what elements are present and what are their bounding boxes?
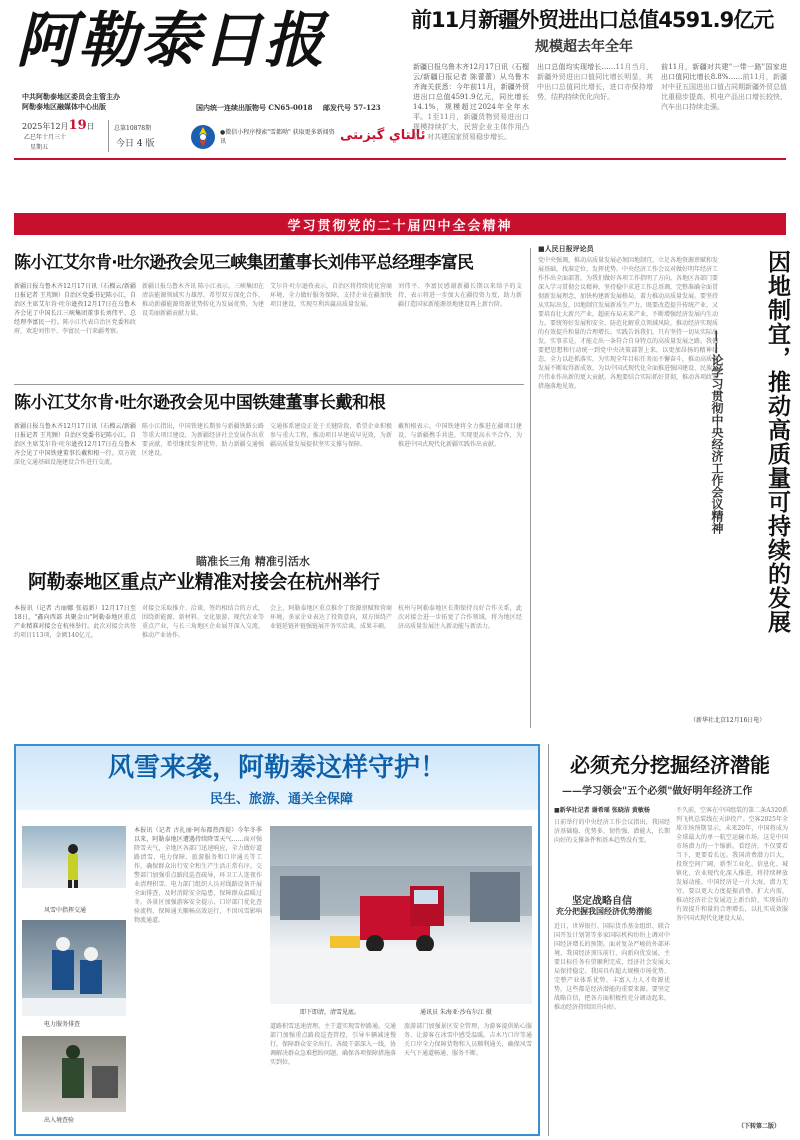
caption-power: 电力服务排查 [44, 1021, 81, 1028]
page-count: 今日 4 版 [116, 139, 155, 149]
story3-title[interactable]: 阿勒泰地区重点产业精准对接会在杭州举行 [28, 571, 380, 593]
story2-col-2: 陈小江指出，中国铁建长期参与新疆铁路公路等重大项目建设，为新疆经济社会发展作出重要贡献，希望继续发挥优势，助力新疆交通强区建设。 [142, 423, 264, 457]
snow-col-3: 旅游部门加强景区安全管理，为游客提供贴心服务，让游客在冰雪中感受温暖。吉木乃口岸等通关口岸全力保障货物和人员顺利通关，确保风雪天气下通道畅通、服务不断。 [404, 1023, 532, 1057]
snow-col-2: 道路积雪迅速清理，主干道实现雪停路通。交通部门加强重点路段巡查管控，引导车辆减速慢行，保障群众安全出行。各级干部深入一线，协调解决群众急难愁盼问题，确保各项保障措施落实到位。 [270, 1023, 396, 1066]
snow-title[interactable]: 风雪来袭，阿勒泰这样守护！ [108, 753, 447, 783]
theme-banner-text: 学习贯彻党的二十届四中全会精神 [287, 218, 513, 234]
top-story-title[interactable]: 前11月新疆外贸进出口总值4591.9亿元 [411, 8, 774, 32]
top-story-col-3: 前11月，新疆对共建"一带一路"国家进出口值同比增长8.8%……前11月，新疆对中亚五国进出口值占同期新疆外贸总值比重稳步提高，机电产品出口增长较快，汽车出口持续走强。 [661, 63, 787, 111]
story3-col-3: 会上，阿勒泰地区重点推介了资源禀赋和营商环境，多家企业表达了投资意向，双方围绕产业链延链补链强链展开务实洽谈，成果丰硕。 [270, 605, 392, 630]
story1-col-2: 新疆日报乌鲁木齐讯 陈小江表示，三峡集团在清洁能源领域实力雄厚，希望双方深化合作，推动新疆能源资源优势转化为发展优势，为建设美丽新疆贡献力量。 [142, 283, 264, 317]
photo-credit: 通讯员 朱海亚·沙布尔江 摄 [420, 1009, 492, 1016]
story1-col-3: 艾尔肯·吐尔逊孜表示，自治区将持续优化营商环境，全力做好服务保障，支持企业在疆加快项目建设，实现互利共赢高质量发展。 [270, 283, 392, 308]
photo-traffic [22, 826, 126, 902]
story3-col-2: 对接会采取推介、洽谈、签约相结合的方式，围绕新能源、新材料、文化旅游、现代农业等重点产业，与长三角地区企业展开深入交流，推动产业协作。 [142, 605, 264, 639]
commentary-title-text: 因地制宜，推动高质量可持续的发展 [764, 250, 790, 634]
economy-title[interactable]: 必须充分挖掘经济潜能 [570, 753, 770, 777]
cn-number-text: 国内统一连续出版物号 CN65-0018 [196, 103, 313, 112]
weekday: 星期五 [30, 144, 49, 151]
snow-lead: 本报讯（记者 古扎丽·阿布都热西提）今年冬季以来，阿勒泰地区遭遇持续降雪天气…… [134, 827, 262, 843]
cn-number [196, 103, 381, 113]
photo-border [22, 1036, 126, 1112]
masthead-title: 阿勒泰日报 [16, 6, 326, 76]
top-story-col-1: 新疆日报乌鲁木齐12月17日讯（石榴云/新疆日报记者 陈蕾蕾）从乌鲁木齐海关获悉：今年前11月，新疆外贸进出口总值4591.9亿元，同比增长14.1%，规模超过2024年全年水平。1至11月，新疆货物贸易进出口规模持续扩大，民营企业主体作用凸显，对共建国家贸易稳步增长。 [413, 63, 529, 141]
economy-section-subtitle: 充分把握我国经济优势潜能 [556, 906, 652, 916]
economy-section-title: 坚定战略自信 [572, 896, 632, 907]
issue-number: 总第10878期 [114, 125, 152, 132]
commentary-label: ■人民日报评论员 [538, 244, 594, 253]
top-story-lead: 新疆日报乌鲁木齐12月17日讯（石榴云/新疆日报记者 陈蕾蕾）从乌鲁木齐海关获悉：今年前11月，新疆外贸进出口总值4591.9亿元，同比增长14.1%，规模超过2024年全年水平。 [413, 63, 529, 121]
masthead-org-2: 阿勒泰地区融媒体中心出版 [22, 102, 106, 111]
photo-snow-plow [270, 826, 532, 1004]
commentary-body-1: 党中央强调，推动高质量发展必须因地制宜，立足各地资源禀赋和发展基础，找准定位、发挥优势。中央经济工作会议对做好明年经济工作作出全面部署，为我们做好各项工作指明了方向。各地区各部门要深入学习贯彻会议精神，坚持稳中求进工作总基调，完整准确全面贯彻新发展理念，加快构建新发展格局，着力推动高质量发展。要坚持从实际出发，因地制宜发展新质生产力，既要改造提升传统产业，又要培育壮大新兴产业，超前布局未来产业，不断增强经济发展内生动力。要统筹好发展和安全，防范化解重点领域风险，推动经济实现质的有效提升和量的合理增长。实践告诉我们，只有坚持一切从实际出发，实事求是，才能走出一条符合自身特点的高质量发展之路。我们要把思想和行动统一到党中央决策部署上来，以更加昂扬的精神状态，全力以赴抓落实，为实现全年目标任务而不懈奋斗，推动高质量发展不断取得新成效，为以中国式现代化全面推进强国建设、民族复兴伟业作出新的更大贡献。各地要结合实际抓好贯彻，推动各项政策措施落地见效。 [538, 257, 718, 390]
story3-kicker: 瞄准长三角 精准引活水 [196, 555, 310, 568]
story3-lead: 本报讯（记者 古丽娜 张福新）12月17日至18日，"鑫向西部 共聚金山"阿勒泰地区重点产业精准对接会在杭州举行。 [14, 605, 136, 630]
app-logo-icon [190, 124, 216, 150]
economy-byline: ■新华社记者 谢希瑶 张晓洁 黄敏杨 [554, 807, 650, 814]
photo-power [22, 920, 126, 1016]
uyghur-title: ئالتاي گېزىتى [340, 128, 426, 143]
story2-lead: 新疆日报乌鲁木齐12月17日讯（石榴云/新疆日报记者 王芃顾）自治区党委书记陈小江，自治区主席艾尔肯·吐尔逊孜12月17日在乌鲁木齐会见了中国铁建董事长戴和根一行。 [14, 423, 136, 457]
publication-date [22, 118, 95, 133]
top-story-col-3-text: 前11月，新疆对共建"一带一路"国家进出口值同比增长8.8%…… [661, 63, 787, 81]
story3-col-1: 本报讯（记者 古丽娜 张福新）12月17日至18日，"鑫向西部 共聚金山"阿勒泰地区重点产业精准对接会在杭州举行。此次对接会共签约项目113项，金额140亿元。 [14, 605, 136, 639]
story2-col-1: 新疆日报乌鲁木齐12月17日讯（石榴云/新疆日报记者 王芃顾）自治区党委书记陈小江，自治区主席艾尔肯·吐尔逊孜12月17日在乌鲁木齐会见了中国铁建董事长戴和根一行。双方就深化交通基础设施建设合作进行交流。 [14, 423, 136, 466]
wechat-promo: ●微信小程序搜索"雪都呦" 获取更多新闻资讯 [220, 129, 335, 145]
top-story-col-2-text: 出口总值均实现增长…… [537, 63, 616, 71]
caption-traffic: 风雪中指挥交通 [44, 907, 87, 914]
story1-title[interactable]: 陈小江艾尔肯·吐尔逊孜会见三峡集团董事长刘伟平总经理李富民 [14, 253, 474, 273]
snow-col-1: 本报讯（记者 古扎丽·阿布都热西提）今年冬季以来，阿勒泰地区遭遇持续降雪天气……面对强降雪天气，全地区各部门迅速响应，全力做好道路清雪、电力保障、旅游服务和口岸通关等工作，确保群众出行安全和生产生活正常有序。交警部门加强重点路段巡查疏导，环卫工人连夜作业清理积雪。电力部门组织人员对线路设备开展全面排查，及时消除安全隐患，保障群众温暖过冬。各景区加强游客安全提示，口岸部门优化查验流程，保障通关顺畅高效运行，不因风雪影响物流通道。 [134, 827, 262, 924]
economy-continued: （下转第二版） [738, 1123, 781, 1130]
caption-border: 出入境查验 [44, 1117, 75, 1124]
masthead-org-1: 中共阿勒泰地区委员会主管主办 [22, 92, 120, 101]
snow-subtitle: 民生、旅游、通关全保障 [210, 792, 354, 807]
commentary-title[interactable] [726, 250, 792, 670]
theme-banner [14, 213, 786, 235]
commentary-source: （新华社北京12月16日电） [690, 717, 766, 724]
postal-code: 邮发代号 57-123 [322, 103, 381, 112]
top-story-col-2: 出口总值均实现增长……11月当月，新疆外贸进出口值同比增长明显，其中出口总值同比增长，进口亦保持增势，结构持续优化向好。 [537, 63, 653, 101]
story2-title[interactable]: 陈小江艾尔肯·吐尔逊孜会见中国铁建董事长戴和根 [14, 393, 386, 413]
commentary-subtitle [706, 330, 726, 710]
lunar-date: 乙巳年十月三十 [24, 134, 67, 141]
story1-col-1: 新疆日报乌鲁木齐12月17日讯（石榴云/新疆日报记者 王芃顾）自治区党委书记陈小江，自治区主席艾尔肯·吐尔逊孜12月17日在乌鲁木齐会见了中国长江三峡集团董事长刘伟平、总经理李富民一行。陈小江代表自治区党委和政府，欢迎刘伟平、李富民一行来疆考察。 [14, 283, 136, 335]
date-day: 19 [68, 118, 87, 133]
story3-col-4: 杭州与阿勒泰地区长期保持良好合作关系，此次对接会进一步拓宽了合作领域，将为地区经济高质量发展注入新动能与新活力。 [398, 605, 522, 630]
date-year-month: 2025年12月 [22, 122, 69, 131]
economy-subtitle: ——学习领会"五个必须"做好明年经济工作 [562, 786, 753, 797]
story1-lead: 新疆日报乌鲁木齐12月17日讯（石榴云/新疆日报记者 王芃顾）自治区党委书记陈小江，自治区主席艾尔肯·吐尔逊孜12月17日在乌鲁木齐会见了中国长江三峡集团董事长刘伟平、总经理李富民一行。 [14, 283, 136, 326]
economy-col-3: 不久前，空客在中国组装的第二条A320系列飞机总装线在天津投产。空客2025年全球市场预期显示，未来20年，中国将成为全球最大的单一航空运输市场。这是中国市场潜力的一个缩影。看经济，不仅要看当下，更要看长远。我国消费潜力巨大，投资空间广阔，新型工业化、信息化、城镇化、农业现代化深入推进，将持续释放发展动能。中国经济是一片大海，潜力无穷。要以更大力度提振消费、扩大内需，推动经济社会发展迈上新台阶，实现质的有效提升和量的合理增长，以扎实成效服务中国式现代化建设大局。 [676, 807, 788, 922]
story1-col-4: 刘伟平、李富民感谢新疆长期以来给予的支持，表示将进一步加大在疆投资力度，助力新疆打造国家新能源基地建设再上新台阶。 [398, 283, 522, 308]
date-day-unit: 日 [86, 122, 95, 131]
caption-main-photo: 即下即清，清雪见底。 [300, 1009, 361, 1016]
story2-col-3: 交通体系建设正处于关键阶段，希望企业积极参与重大工程，推动项目早建成早见效，为新疆高质量发展提供坚实支撑与保障。 [270, 423, 392, 448]
story2-col-4: 戴和根表示，中国铁建将全力推进在疆项目建设，与新疆携手共进，实现更高水平合作，为推进中国式现代化新疆实践作出贡献。 [398, 423, 522, 448]
economy-col-2: 近日，世界银行、国际货币基金组织、联合国开发计划署等多家国际机构纷纷上调对中国经济增长的预期。面对复杂严峻的外部环境，我国经济顶压前行、向新向优发展，主要目标任务有望顺利完成，经济社会发展大局保持稳定。我国具有超大规模市场优势、完整产业体系优势、丰富人力人才资源优势，这些都是经济潜能的重要来源。要坚定战略自信，把各方面积极性充分调动起来，推动经济持续回升向好。 [554, 923, 670, 1011]
economy-col-1: 日前举行的中央经济工作会议指出，我国经济基础稳、优势多、韧性强、潜能大，长期向好的支撑条件和基本趋势没有变。 [554, 819, 670, 844]
top-story-subtitle: 规模超去年全年 [535, 39, 633, 55]
commentary-subtitle-text: ——论学习贯彻中央经济工作会议精神 [710, 330, 724, 534]
